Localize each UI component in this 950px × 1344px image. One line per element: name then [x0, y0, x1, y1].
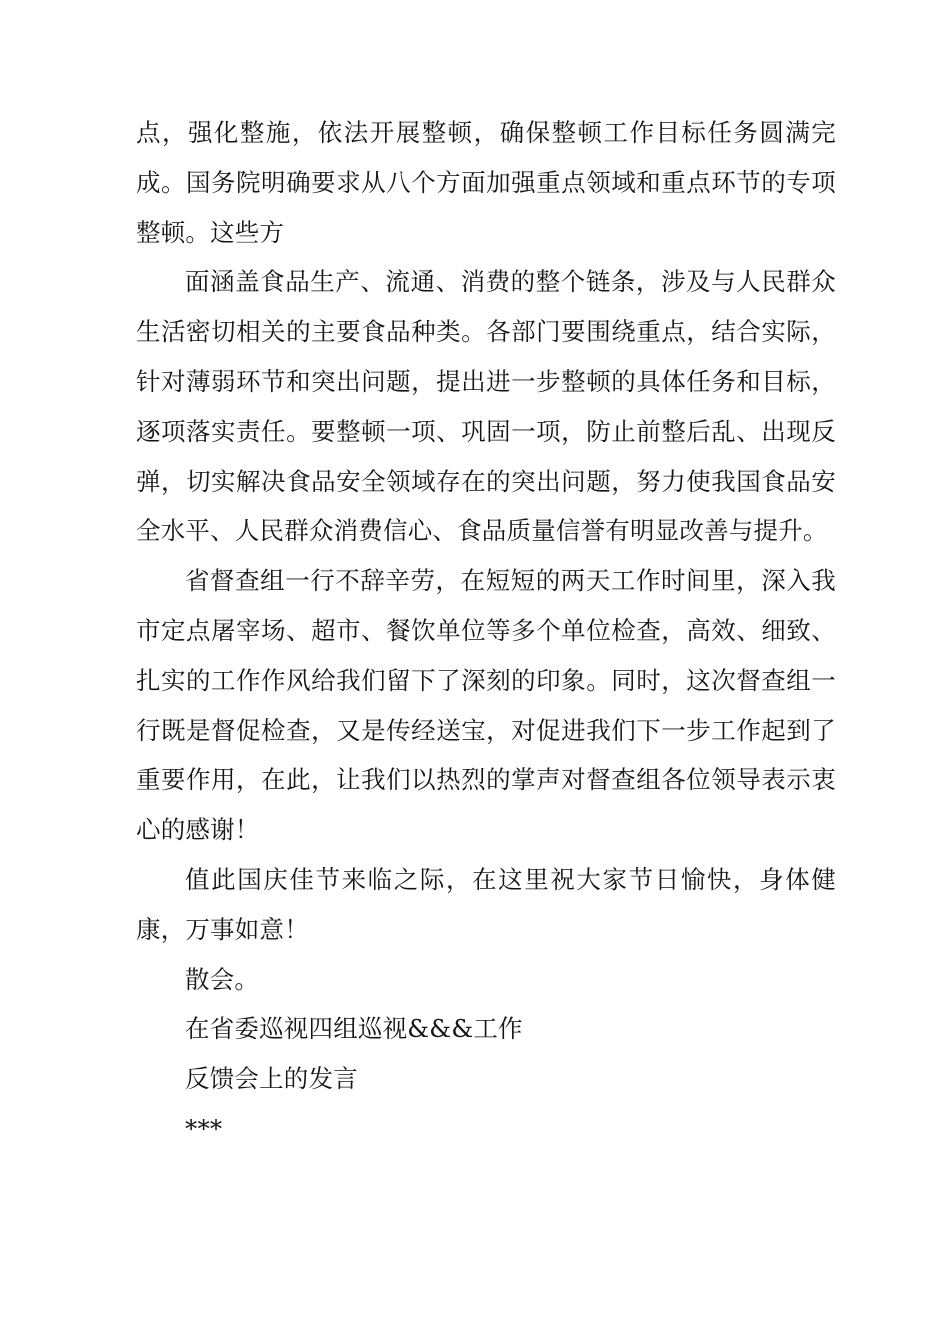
- speech-title-line-2: 反馈会上的发言: [185, 1064, 358, 1094]
- document-body: [136, 108, 836, 1154]
- speaker-placeholder: ***: [185, 1113, 223, 1143]
- paragraph-continuation: 点，强化整施，依法开展整顿，确保整顿工作目标任务圆满完成。国务院明确要求从八个方面加强重点领域和重点环节的专项整顿。这些方: [136, 118, 836, 247]
- paragraph-thanks: 省督查组一行不辞辛劳，在短短的两天工作时间里，深入我市定点屠宰场、超市、餐饮单位等多个单位检查，高效、细致、扎实的工作作风给我们留下了深刻的印象。同时，这次督查组一行既是督促检查，又是传经送宝，对促进我们下一步工作起到了重要作用，在此，让我们以热烈的掌声对督查组各位领导表示衷心的感谢！: [136, 566, 836, 845]
- paragraph-wishes: 值此国庆佳节来临之际，在这里祝大家节日愉快，身体健康，万事如意！: [136, 864, 836, 944]
- paragraph-adjourn: 散会。: [185, 964, 260, 994]
- speech-title-line-1: 在省委巡视四组巡视&&&工作: [185, 1014, 523, 1044]
- paragraph-scope: 面涵盖食品生产、流通、消费的整个链条，涉及与人民群众生活密切相关的主要食品种类。各部门要围绕重点，结合实际，针对薄弱环节和突出问题，提出进一步整顿的具体任务和目标，逐项落实责任。要整顿一项、巩固一项，防止前整后乱、出现反弹，切实解决食品安全领域存在的突出问题，努力使我国食品安全水平、人民群众消费信心、食品质量信誉有明显改善与提升。: [136, 267, 836, 546]
